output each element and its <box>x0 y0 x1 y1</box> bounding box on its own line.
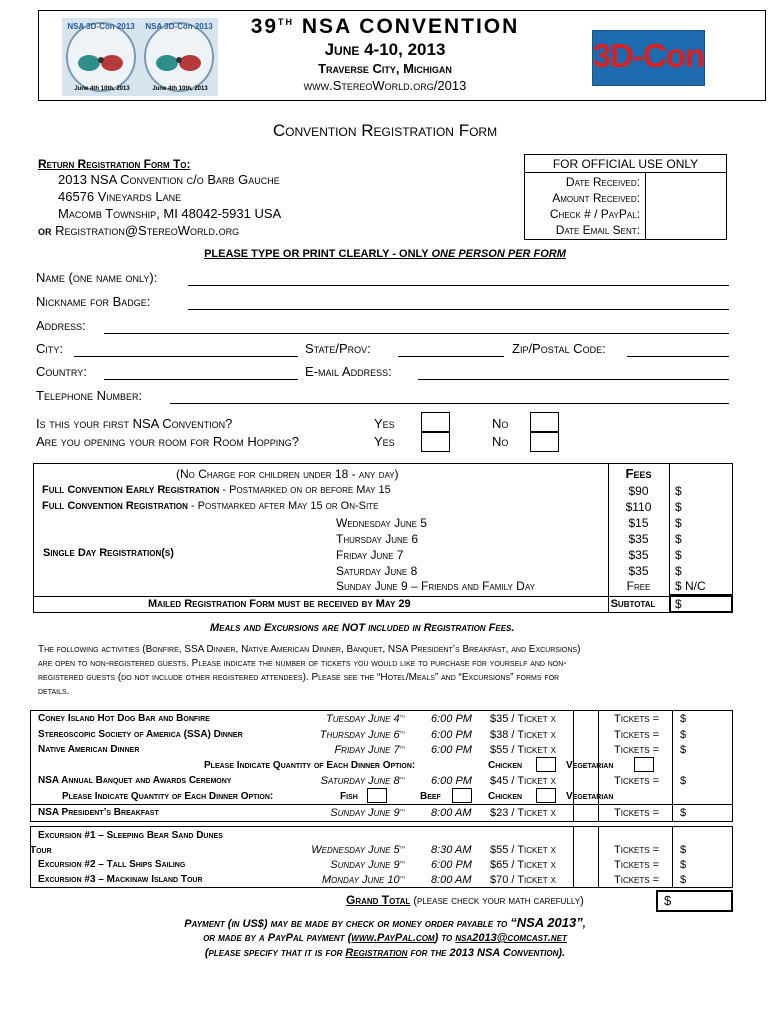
fee-friday: $35 <box>628 548 649 562</box>
official-amount-received: Amount Received: <box>552 191 640 205</box>
payment-l2b: ) to <box>434 932 456 944</box>
single-day-label: Single Day Registration(s) <box>43 547 174 559</box>
excursion1-name-cont: Tour <box>30 845 52 856</box>
first-convention-question: Is this your first NSA Convention? <box>36 416 233 431</box>
event1-date-text: Tuesday June 4 <box>326 713 400 725</box>
return-line2: 46576 Vineyards Lane <box>58 189 182 204</box>
full-fee: $110 <box>625 500 652 514</box>
form-title: Convention Registration Form <box>272 121 498 140</box>
official-heading: FOR OFFICIAL USE ONLY <box>552 157 699 171</box>
zip-input[interactable] <box>627 356 729 357</box>
excursion2-name: Excursion #2 – Tall Ships Sailing <box>38 859 186 870</box>
event4-name: NSA Annual Banquet and Awards Ceremony <box>38 775 232 786</box>
payment-l3b: for the 2013 NSA Convention). <box>407 947 566 959</box>
event4-tickets: Tickets = <box>614 775 660 787</box>
payment-l1a: Payment (in US$) may be made by check or money order payable to <box>184 918 511 930</box>
full-note: - Postmarked after May 15 or On-Site <box>187 500 379 512</box>
city-label: City: <box>36 341 64 356</box>
amount-sunday: $ N/C <box>675 579 706 593</box>
q1-yes-label: Yes <box>374 416 395 431</box>
early-registration-row <box>42 484 391 496</box>
excursion2-time: 6:00 PM <box>431 859 472 871</box>
country-input[interactable] <box>104 379 298 380</box>
nickname-label: Nickname for Badge: <box>36 294 151 309</box>
q2-yes-checkbox[interactable] <box>421 432 450 452</box>
excursion1-date-text: Wednesday June 5 <box>311 844 400 856</box>
name-input[interactable] <box>188 285 729 286</box>
address-label: Address: <box>36 318 86 333</box>
payment-line3 <box>0 947 770 959</box>
event3-sup: th <box>399 744 405 751</box>
event2-price: $38 / Ticket x <box>490 729 556 741</box>
event4-time: 6:00 PM <box>431 775 472 787</box>
event2-date-text: Thursday June 6 <box>319 729 400 741</box>
excursion2-date-text: Sunday June 9 <box>330 859 400 871</box>
phone-input[interactable] <box>170 403 729 404</box>
beef-label: Beef <box>420 791 441 802</box>
event3-amount[interactable]: $ <box>680 744 687 756</box>
chicken2-label: Chicken <box>488 791 523 802</box>
excursion1-name: Excursion #1 – Sleeping Bear Sand Dunes <box>38 830 223 841</box>
payment-l1b: “NSA 2013” <box>510 915 583 930</box>
return-line4 <box>38 223 239 238</box>
payment-line2 <box>0 932 770 944</box>
excursion3-price: $70 / Ticket x <box>490 874 556 886</box>
room-hopping-question: Are you opening your room for Room Hopping? <box>36 434 299 449</box>
day-sunday: Sunday June 9 – Friends and Family Day <box>336 579 535 593</box>
excursion3-name: Excursion #3 – Mackinaw Island Tour <box>38 874 203 885</box>
fee-saturday: $35 <box>628 564 649 578</box>
excursion3-date-text: Monday June 10 <box>321 874 400 886</box>
excursion3-amount[interactable]: $ <box>680 874 687 886</box>
payment-registration: Registration <box>345 947 408 959</box>
email-input[interactable] <box>418 379 729 380</box>
early-note: - Postmarked on or before May 15 <box>219 484 391 496</box>
early-amount[interactable]: $ <box>675 484 682 498</box>
event1-name: Coney Island Hot Dog Bar and Bonfire <box>38 713 210 724</box>
event3-time: 6:00 PM <box>431 744 472 756</box>
event2-amount[interactable]: $ <box>680 729 687 741</box>
fish-qty-box[interactable] <box>367 788 387 803</box>
name-label: Name (one name only): <box>36 270 158 285</box>
early-fee: $90 <box>628 484 649 498</box>
address-input[interactable] <box>104 333 729 334</box>
convention-dates: June 4-10, 2013 <box>324 40 446 59</box>
excursions-qty-col-r <box>598 826 599 888</box>
event5-date <box>290 807 405 819</box>
return-line3: Macomb Township, MI 48042-5931 USA <box>58 206 282 221</box>
convention-title <box>220 15 550 39</box>
subtotal-amount: $ <box>675 597 682 611</box>
subtotal-label: Subtotal <box>610 598 656 610</box>
country-label: Country: <box>36 364 87 379</box>
excursion2-date <box>280 859 405 871</box>
activities-line1: The following activities (Bonfire, SSA Dinner, Native American Dinner, Banquet, NSA President’s Breakfast, and Excursions) <box>38 644 581 655</box>
event2-time: 6:00 PM <box>431 729 472 741</box>
excursion3-sup: th <box>399 874 405 881</box>
excursion3-tickets: Tickets = <box>614 874 660 886</box>
event5-price: $23 / Ticket x <box>490 807 556 819</box>
convention-location: Traverse City, Michigan <box>318 61 452 76</box>
event2-sup: th <box>399 729 405 736</box>
official-date-email: Date Email Sent: <box>555 223 640 237</box>
activities-line4: details. <box>38 686 70 697</box>
convention-website: www.StereoWorld.org/2013 <box>303 78 467 93</box>
excursion1-date <box>280 844 405 856</box>
amount-thursday[interactable]: $ <box>675 532 682 546</box>
dinner-option-label: Please Indicate Quantity of Each Dinner Option: <box>204 760 416 771</box>
event3-date-text: Friday June 7 <box>334 744 400 756</box>
grand-total-label: Grand Total <box>346 893 411 907</box>
title-rest: NSA CONVENTION <box>301 15 520 38</box>
logo-text: 3D-Con <box>592 37 705 74</box>
beef-qty-box[interactable] <box>452 788 472 803</box>
events-divider <box>30 804 733 805</box>
badge1-title: NSA 3D-Con 2013 <box>67 22 135 31</box>
event2-date <box>290 729 405 741</box>
chicken2-qty-box[interactable] <box>536 788 556 803</box>
day-thursday: Thursday June 6 <box>336 532 419 546</box>
event4-date <box>290 775 405 787</box>
chicken-qty-box[interactable] <box>536 757 556 772</box>
excursion1-sup: th <box>399 844 405 851</box>
paypal-link[interactable]: www.PayPal.com <box>351 932 435 944</box>
grand-total-amount: $ <box>664 893 672 908</box>
excursions-qty-col <box>573 826 574 888</box>
nickname-input[interactable] <box>188 309 729 310</box>
excursions-amount-col <box>672 826 673 888</box>
event5-tickets: Tickets = <box>614 807 660 819</box>
day-saturday: Saturday June 8 <box>336 564 418 578</box>
fees-row-divider <box>33 596 733 597</box>
event1-amount[interactable]: $ <box>680 713 687 725</box>
payment-line1 <box>0 915 770 930</box>
fee-sunday: Free <box>626 579 651 593</box>
q2-no-label: No <box>492 434 509 449</box>
excursion3-time: 8:00 AM <box>431 874 472 886</box>
event3-tickets: Tickets = <box>614 744 660 756</box>
phone-label: Telephone Number: <box>36 388 143 403</box>
excursion1-amount[interactable]: $ <box>680 844 687 856</box>
return-heading: Return Registration Form To: <box>38 157 191 171</box>
dinner-option2-label: Please Indicate Quantity of Each Dinner Option: <box>62 791 274 802</box>
return-email: Registration@StereoWorld.org <box>55 223 240 238</box>
event5-amount[interactable]: $ <box>680 807 687 819</box>
excursion2-tickets: Tickets = <box>614 859 660 871</box>
event4-price: $45 / Ticket x <box>490 775 556 787</box>
official-date-received: Date Received: <box>565 175 640 189</box>
vegetarian-label: Vegetarian <box>566 760 614 771</box>
badge1-date: June 4th 10th, 2013 <box>74 86 130 92</box>
q2-yes-label: Yes <box>374 434 395 449</box>
title-sup: TH <box>278 17 295 27</box>
grand-total-row <box>346 893 584 907</box>
event2-tickets: Tickets = <box>614 729 660 741</box>
grand-total-note: (please check your math carefully) <box>410 895 584 907</box>
amount-saturday[interactable]: $ <box>675 564 682 578</box>
event4-amount[interactable]: $ <box>680 775 687 787</box>
event3-name: Native American Dinner <box>38 744 140 755</box>
fee-wednesday: $15 <box>628 516 649 530</box>
event5-sup: th <box>399 807 405 814</box>
meals-note: Meals and Excursions are NOT included in Registration Fees. <box>210 622 515 634</box>
print-instructions <box>0 248 770 260</box>
event1-tickets: Tickets = <box>614 713 660 725</box>
fee-thursday: $35 <box>628 532 649 546</box>
event3-date <box>290 744 405 756</box>
title-number: 39 <box>250 15 279 38</box>
vegetarian-qty-box[interactable] <box>634 757 654 772</box>
payment-email-link[interactable]: nsa2013@comcast.net <box>455 932 567 944</box>
full-label: Full Convention Registration <box>42 500 188 512</box>
excursion1-tickets: Tickets = <box>614 844 660 856</box>
return-or: or <box>38 223 52 238</box>
official-col-divider <box>645 172 646 240</box>
payment-l2a: or made by a PayPal payment ( <box>203 932 352 944</box>
excursion2-sup: th <box>399 859 405 866</box>
day-wednesday: Wednesday June 5 <box>336 516 427 530</box>
fish-label: Fish <box>340 791 358 802</box>
amount-friday[interactable]: $ <box>675 548 682 562</box>
amount-col-divider <box>669 463 670 613</box>
mailed-deadline: Mailed Registration Form must be received by May 29 <box>148 598 411 610</box>
excursion2-amount[interactable]: $ <box>680 859 687 871</box>
event1-date <box>290 713 405 725</box>
badge2-date: June 4th 10th, 2013 <box>152 86 208 92</box>
event3-price: $55 / Ticket x <box>490 744 556 756</box>
event5-time: 8:00 AM <box>431 807 472 819</box>
event1-sup: th <box>399 713 405 720</box>
payment-l1c: , <box>582 918 586 930</box>
amount-wednesday[interactable]: $ <box>675 516 682 530</box>
fees-header: Fees <box>625 466 652 481</box>
excursion1-price: $55 / Ticket x <box>490 844 556 856</box>
excursion1-time: 8:30 AM <box>431 844 472 856</box>
events-amount-col <box>672 710 673 822</box>
instructions-part1: PLEASE TYPE OR PRINT CLEARLY - ONLY <box>204 248 432 260</box>
children-note: (No Charge for children under 18 - any day) <box>176 467 399 481</box>
activities-line2: are open to non-registered guests. Please indicate the number of tickets you would like to purchase for yourself and non- <box>38 658 567 669</box>
q1-no-checkbox[interactable] <box>530 412 559 432</box>
chicken-label: Chicken <box>488 760 523 771</box>
event1-time: 6:00 PM <box>431 713 472 725</box>
email-label: E-mail Address: <box>305 364 392 379</box>
event2-name: Stereoscopic Society of America (SSA) Dinner <box>38 729 243 740</box>
state-input[interactable] <box>398 356 504 357</box>
zip-label: Zip/Postal Code: <box>512 341 606 356</box>
city-input[interactable] <box>74 356 298 357</box>
q1-yes-checkbox[interactable] <box>421 412 450 432</box>
return-line1: 2013 NSA Convention c/o Barb Gauche <box>58 172 280 187</box>
day-friday: Friday June 7 <box>336 548 404 562</box>
event1-price: $35 / Ticket x <box>490 713 556 725</box>
event4-date-text: Saturday June 8 <box>320 775 400 787</box>
event5-date-text: Sunday June 9 <box>330 807 400 819</box>
event4-sup: th <box>399 775 405 782</box>
activities-line3: registered guests (do not include other registered attendees). Please see the “Hotel/Meals” and “Excursions” forms for <box>38 672 560 683</box>
early-label: Full Convention Early Registration <box>42 484 220 496</box>
q2-no-checkbox[interactable] <box>530 432 559 452</box>
official-check-paypal: Check # / PayPal: <box>549 207 640 221</box>
full-registration-row <box>42 500 378 512</box>
payment-l3a: (please specify that it is for <box>204 947 346 959</box>
full-amount[interactable]: $ <box>675 500 682 514</box>
excursion2-price: $65 / Ticket x <box>490 859 556 871</box>
excursion3-date <box>280 874 405 886</box>
state-label: State/Prov: <box>305 341 371 356</box>
event5-name: NSA President’s Breakfast <box>38 807 159 818</box>
official-divider <box>524 172 727 173</box>
vegetarian2-label: Vegetarian <box>566 791 614 802</box>
badge2-title: NSA 3D-Con 2013 <box>145 22 213 31</box>
instructions-part2: ONE PERSON PER FORM <box>431 248 566 260</box>
q1-no-label: No <box>492 416 509 431</box>
